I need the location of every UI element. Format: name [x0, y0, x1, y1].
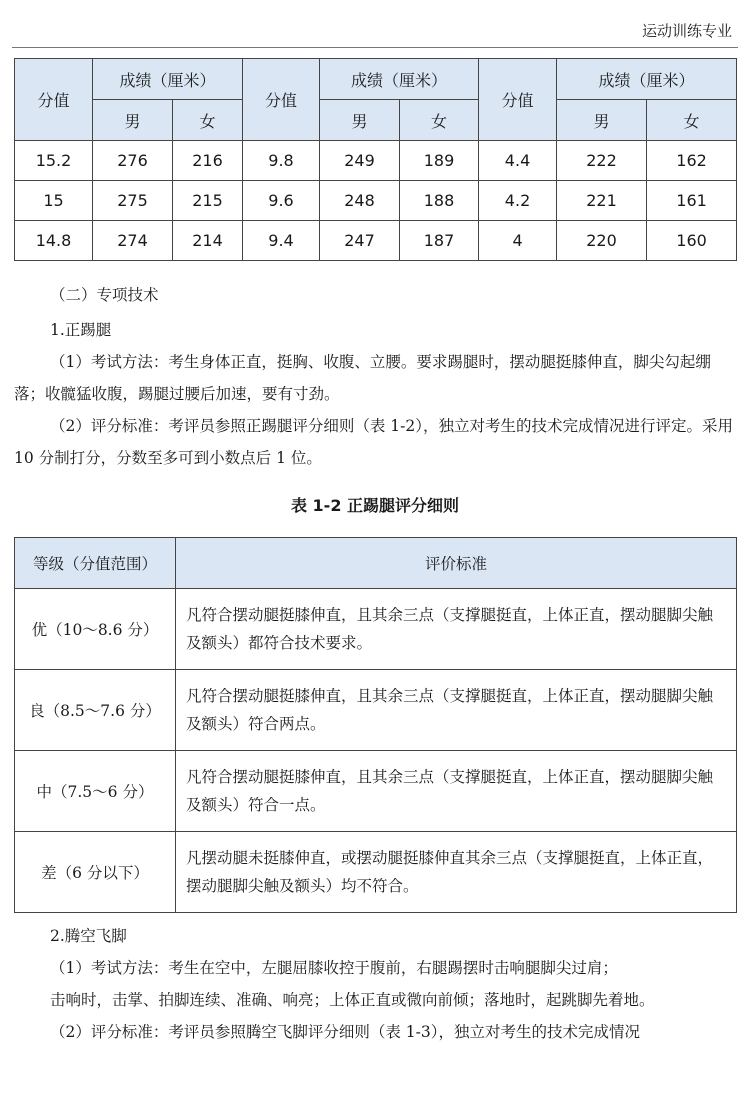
score-header: 分值 — [15, 59, 93, 141]
table-row — [15, 181, 737, 221]
table-caption: 表 1-2 正踢腿评分细则 — [290, 496, 460, 515]
table-cell: 9.8 — [243, 141, 320, 181]
table-cell: 276 — [93, 141, 173, 181]
grade-column-header: 等级（分值范围） — [15, 538, 176, 589]
table-cell: 15 — [15, 181, 93, 221]
item2-method-line: （1）考试方法：考生在空中，左腿屈膝收控于腹前，右腿踢摆时击响腿脚尖过肩； — [50, 959, 618, 977]
grade-cell: 良（8.5～7.6 分） — [15, 670, 176, 751]
item2-block — [14, 920, 736, 1048]
grade-cell: 优（10～8.6 分） — [15, 589, 176, 670]
table-cell: 14.8 — [15, 221, 93, 261]
grade-cell: 差（6 分以下） — [15, 832, 176, 913]
item1-title: 1.正踢腿 — [50, 321, 112, 339]
table-row — [15, 751, 737, 832]
section-heading: （二）专项技术 — [50, 286, 159, 304]
result-header: 成绩（厘米） — [320, 59, 479, 100]
table-cell: 247 — [320, 221, 400, 261]
criteria-cell: 凡摆动腿未挺膝伸直，或摆动腿挺膝伸直其余三点（支撑腿挺直，上体正直，摆动腿脚尖触及额头）均不符合。 — [176, 832, 737, 913]
item2-method-continuation: 击响时，击掌、拍脚连续、准确、响亮；上体正直或微向前倾；落地时，起跳脚先着地。 — [50, 991, 655, 1009]
table-row — [15, 141, 737, 181]
table-cell: 160 — [647, 221, 737, 261]
table-cell: 161 — [647, 181, 737, 221]
score-header: 分值 — [243, 59, 320, 141]
table-cell: 216 — [173, 141, 243, 181]
rubric-table — [14, 537, 737, 913]
male-header: 男 — [557, 100, 647, 141]
header-divider — [12, 47, 738, 48]
table-cell: 220 — [557, 221, 647, 261]
table-cell: 188 — [400, 181, 479, 221]
table-cell: 215 — [173, 181, 243, 221]
criteria-cell: 凡符合摆动腿挺膝伸直，且其余三点（支撑腿挺直，上体正直，摆动腿脚尖触及额头）符合一点。 — [176, 751, 737, 832]
criteria-column-header: 评价标准 — [176, 538, 737, 589]
table-row — [15, 221, 737, 261]
table-row — [15, 832, 737, 913]
item2-scoring-paragraph: （2）评分标准：考评员参照腾空飞脚评分细则（表 1-3），独立对考生的技术完成情况 — [50, 1023, 641, 1041]
table-cell: 4.2 — [479, 181, 557, 221]
table-cell: 4 — [479, 221, 557, 261]
male-header: 男 — [93, 100, 173, 141]
table-row — [15, 670, 737, 751]
table-cell: 275 — [93, 181, 173, 221]
table-cell: 214 — [173, 221, 243, 261]
table-cell: 249 — [320, 141, 400, 181]
table-cell: 15.2 — [15, 141, 93, 181]
grade-cell: 中（7.5～6 分） — [15, 751, 176, 832]
result-header: 成绩（厘米） — [93, 59, 243, 100]
table-cell: 248 — [320, 181, 400, 221]
table-cell: 4.4 — [479, 141, 557, 181]
table-cell: 9.4 — [243, 221, 320, 261]
result-header: 成绩（厘米） — [557, 59, 737, 100]
table-cell: 187 — [400, 221, 479, 261]
table-cell: 9.6 — [243, 181, 320, 221]
criteria-cell: 凡符合摆动腿挺膝伸直，且其余三点（支撑腿挺直，上体正直，摆动腿脚尖触及额头）符合两点。 — [176, 670, 737, 751]
item1-block — [14, 314, 736, 474]
table-cell: 221 — [557, 181, 647, 221]
female-header: 女 — [647, 100, 737, 141]
page-header-label: 运动训练专业 — [641, 22, 732, 40]
score-header: 分值 — [479, 59, 557, 141]
table-row — [15, 589, 737, 670]
item2-title: 2.腾空飞脚 — [50, 927, 127, 945]
female-header: 女 — [400, 100, 479, 141]
item1-method-paragraph: （1）考试方法：考生身体正直，挺胸、收腹、立腰。要求踢腿时，摆动腿挺膝伸直，脚尖勾起绷落；收髋猛收腹，踢腿过腰后加速，要有寸劲。 — [14, 353, 711, 403]
item1-scoring-paragraph: （2）评分标准：考评员参照正踢腿评分细则（表 1-2），独立对考生的技术完成情况进行评定。采用 10 分制打分，分数至多可到小数点后 1 位。 — [14, 417, 734, 467]
criteria-cell: 凡符合摆动腿挺膝伸直，且其余三点（支撑腿挺直，上体正直，摆动腿脚尖触及额头）都符合技术要求。 — [176, 589, 737, 670]
table-cell: 274 — [93, 221, 173, 261]
male-header: 男 — [320, 100, 400, 141]
table-cell: 162 — [647, 141, 737, 181]
table-cell: 189 — [400, 141, 479, 181]
table-cell: 222 — [557, 141, 647, 181]
female-header: 女 — [173, 100, 243, 141]
score-table — [14, 58, 737, 261]
